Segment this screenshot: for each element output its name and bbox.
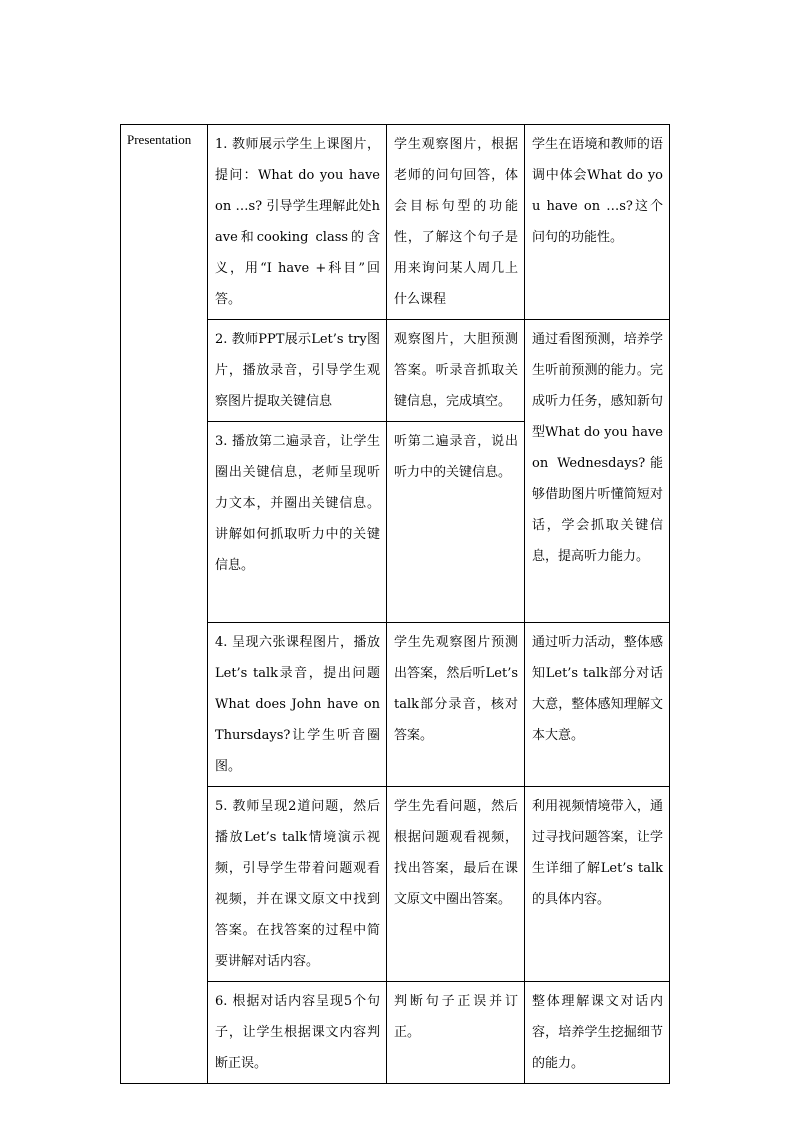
- student-activity-cell: 学生观察图片，根据老师的问句回答，体会目标句型的功能性，了解这个句子是用来询问某人周几上什么课程: [387, 125, 525, 320]
- purpose-cell: 通过听力活动，整体感知Let’s talk部分对话大意，整体感知理解文本大意。: [525, 623, 670, 787]
- student-activity-cell: 观察图片，大胆预测答案。听录音抓取关键信息，完成填空。: [387, 320, 525, 422]
- teacher-activity-cell: 2. 教师PPT展示Let’s try图片，播放录音，引导学生观察图片提取关键信息: [208, 320, 387, 422]
- teacher-activity-cell: 6. 根据对话内容呈现5个句子，让学生根据课文内容判断正误。: [208, 982, 387, 1084]
- teacher-activity-cell: 5. 教师呈现2道问题，然后播放Let’s talk情境演示视频，引导学生带着问题观看视频，并在课文原文中找到答案。在找答案的过程中简要讲解对话内容。: [208, 787, 387, 982]
- student-activity-cell: 判断句子正误并订正。: [387, 982, 525, 1084]
- stage-cell: Presentation: [121, 125, 208, 1084]
- purpose-cell: 整体理解课文对话内容，培养学生挖掘细节的能力。: [525, 982, 670, 1084]
- lesson-plan-table: [120, 124, 670, 1084]
- purpose-cell: 通过看图预测，培养学生听前预测的能力。完成听力任务，感知新句型What do you have on Wednesdays?能够借助图片听懂简短对话，学会抓取关键信息，提高听力能力。: [525, 320, 670, 623]
- teacher-activity-cell: 1. 教师展示学生上课图片，提问：What do you have on …s? 引导学生理解此处have和cooking class的含义，用“I have +科目”回答。: [208, 125, 387, 320]
- purpose-cell: 利用视频情境带入，通过寻找问题答案，让学生详细了解Let’s talk的具体内容。: [525, 787, 670, 982]
- table-row: [121, 125, 670, 320]
- teacher-activity-cell: 3. 播放第二遍录音，让学生圈出关键信息，老师呈现听力文本，并圈出关键信息。讲解如何抓取听力中的关键信息。: [208, 422, 387, 623]
- student-activity-cell: 学生先看问题，然后根据问题观看视频，找出答案，最后在课文原文中圈出答案。: [387, 787, 525, 982]
- student-activity-cell: 学生先观察图片预测出答案，然后听Let’s talk部分录音，核对答案。: [387, 623, 525, 787]
- purpose-cell: 学生在语境和教师的语调中体会What do you have on …s?这个问句的功能性。: [525, 125, 670, 320]
- teacher-activity-cell: 4. 呈现六张课程图片，播放Let’s talk录音，提出问题What does John have on Thursdays?让学生听音圈图。: [208, 623, 387, 787]
- student-activity-cell: 听第二遍录音，说出听力中的关键信息。: [387, 422, 525, 623]
